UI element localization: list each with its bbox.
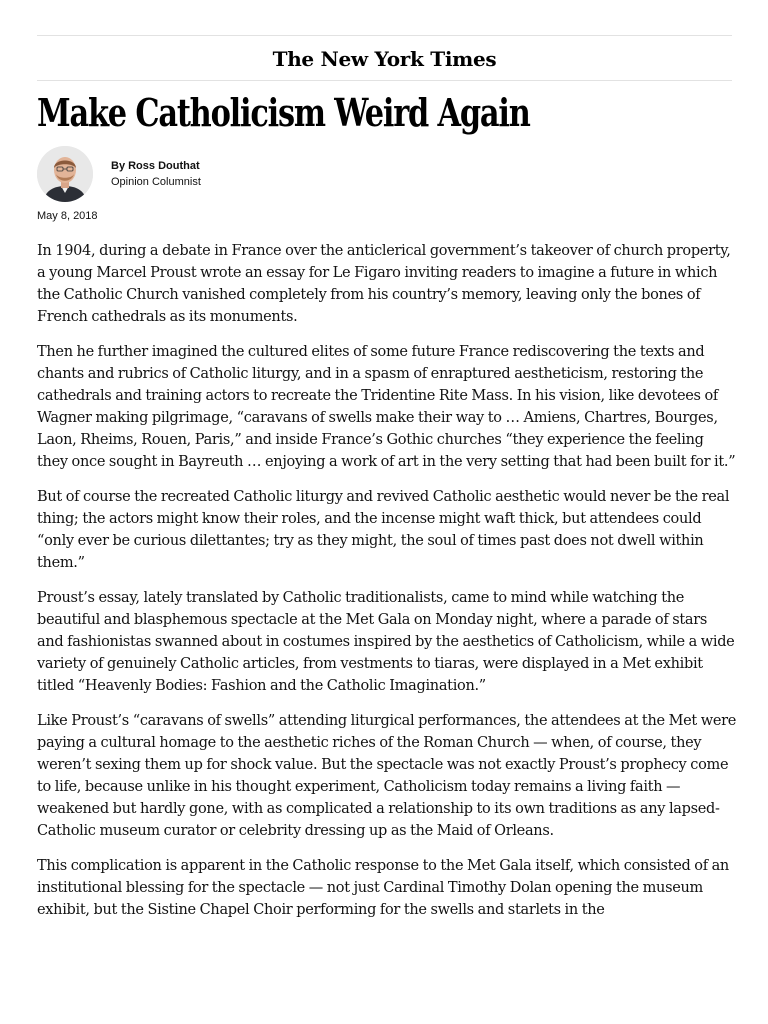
paragraph: This complication is apparent in the Catholic response to the Met Gala itself, which consisted of an institutional blessing for the spectacle — not just Cardinal Timothy Dolan opening the museum exhibit, but the Sistine Chapel Choir performing for the swells and starlets in the bbox=[37, 858, 729, 918]
paragraph: Proust’s essay, lately translated by Catholic traditionalists, came to mind while watching the beautiful and blasphemous spectacle at the Met Gala on Monday night, where a parade of stars and fashionistas swanned about in costumes inspired by the aesthetics of Catholicism, while a wide variety of genuinely Catholic articles, from vestments to tiaras, were displayed in a Met exhibit titled “Heavenly Bodies: Fashion and the Catholic Imagination.” bbox=[37, 590, 735, 694]
author-role: Opinion Columnist bbox=[111, 176, 201, 188]
author-headshot-icon bbox=[37, 146, 93, 202]
paragraph: Like Proust’s “caravans of swells” attending liturgical performances, the attendees at the Met were paying a cultural homage to the aesthetic riches of the Roman Church — when, of course, they weren’t sexing them up for shock value. But the spectacle was not exactly Proust’s prophecy come to life, because unlike in his thought experiment, Catholicism today remains a living faith — weakened but hardly gone, with as complicated a relationship to its own traditions as any lapsed-Catholic museum curator or celebrity dressing up as the Maid of Orleans. bbox=[37, 713, 737, 839]
paragraph: In 1904, during a debate in France over the anticlerical government’s takeover of church property, a young Marcel Proust wrote an essay for Le Figaro inviting readers to imagine a future in which the Catholic Church vanished completely from his country’s memory, leaving only the bones of French cathedrals as its monuments. bbox=[37, 243, 731, 325]
masthead bbox=[37, 35, 732, 81]
article-headline: Make Catholicism Weird Again bbox=[37, 90, 530, 135]
byline-text bbox=[111, 158, 201, 190]
byline bbox=[37, 146, 201, 202]
publish-date: May 8, 2018 bbox=[37, 210, 98, 222]
article-body bbox=[37, 240, 737, 980]
author-name[interactable]: By Ross Douthat bbox=[111, 160, 200, 172]
paragraph: Then he further imagined the cultured elites of some future France rediscovering the texts and chants and rubrics of Catholic liturgy, and in a spasm of enraptured aestheticism, restoring the cathedrals and training actors to recreate the Tridentine Rite Mass. In his vision, like devotees of Wagner making pilgrimage, “caravans of swells make their way to … Amiens, Chartres, Bourges, Laon, Rheims, Rouen, Paris,” and inside France’s Gothic churches “they experience the feeling they once sought in Bayreuth … enjoying a work of art in the very setting that had been built for it.” bbox=[37, 344, 736, 470]
nyt-logo[interactable]: The New York Times bbox=[272, 47, 497, 71]
author-avatar[interactable] bbox=[37, 146, 93, 202]
paragraph: But of course the recreated Catholic liturgy and revived Catholic aesthetic would never be the real thing; the actors might know their roles, and the incense might waft thick, but attendees could “only ever be curious dilettantes; try as they might, the soul of times past does not dwell within them.” bbox=[37, 489, 730, 571]
